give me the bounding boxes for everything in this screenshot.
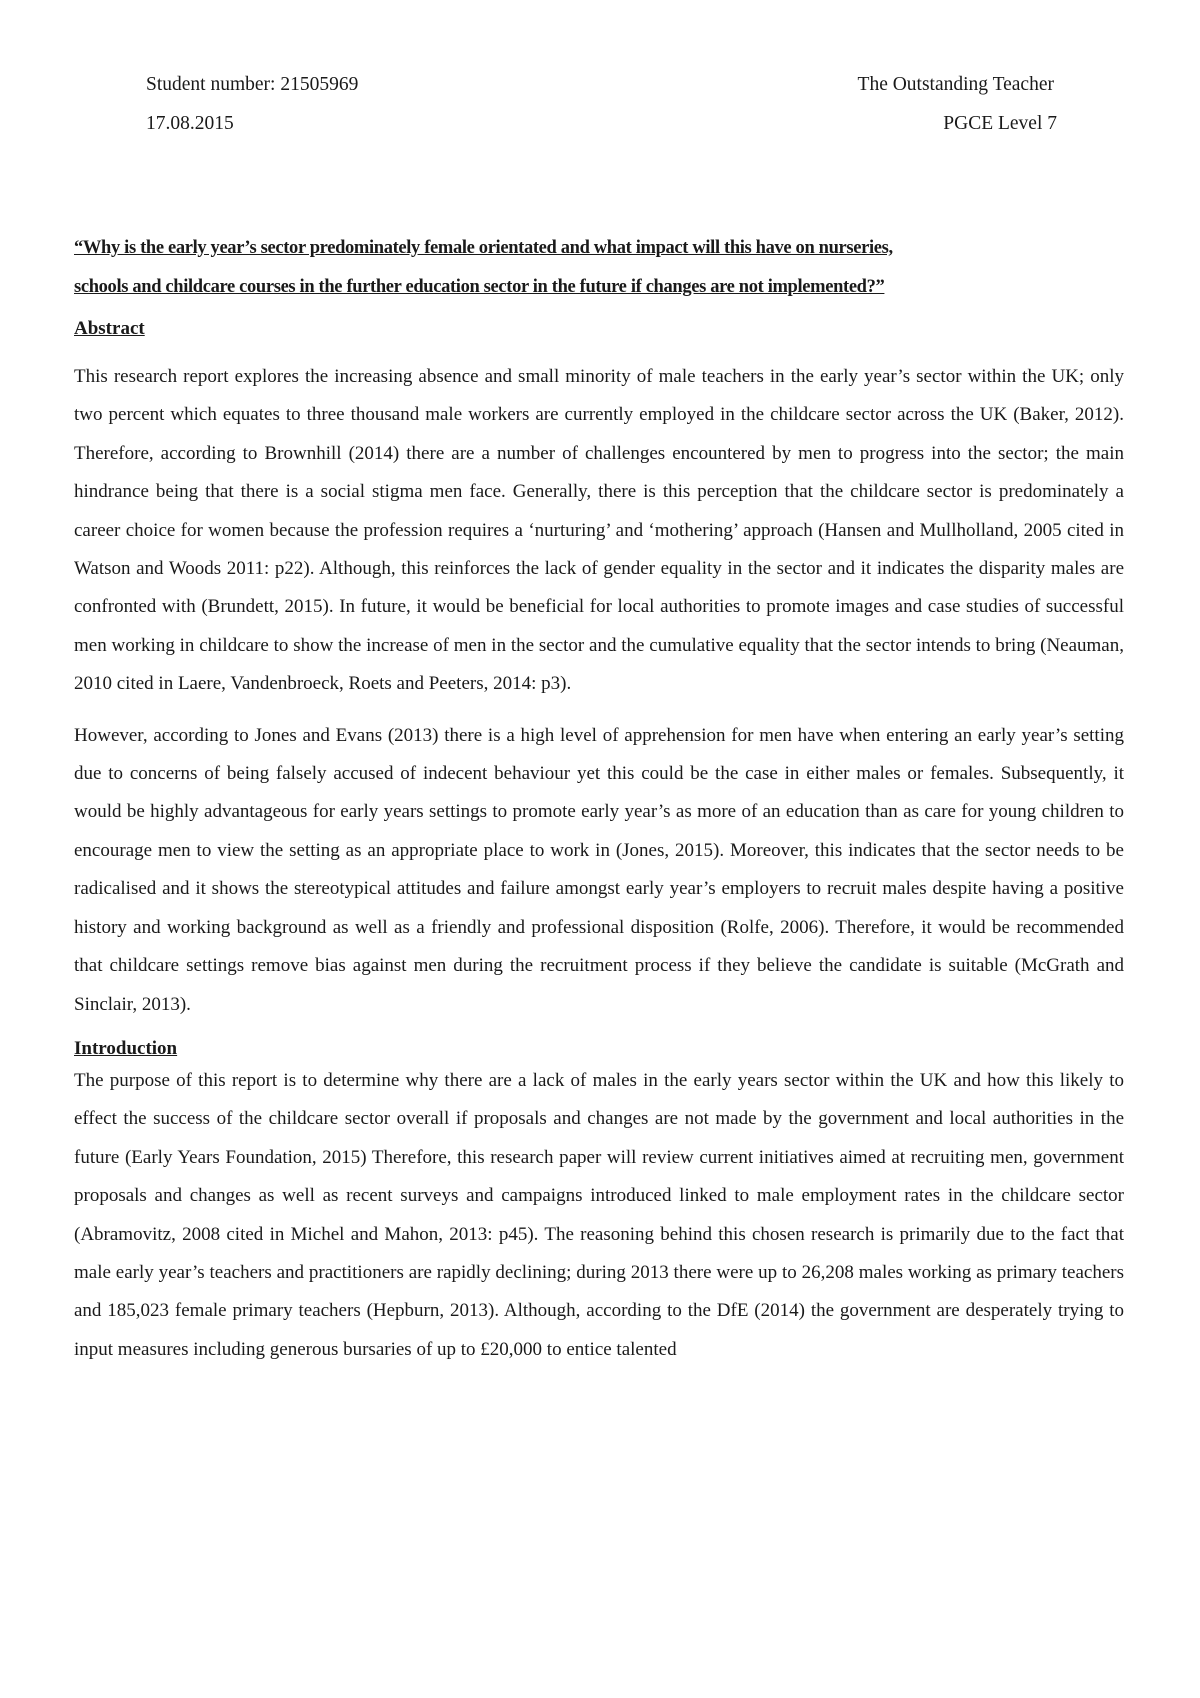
report-title	[74, 229, 1124, 306]
course-level: PGCE Level 7	[943, 113, 1057, 134]
report-title-line-2: schools and childcare courses in the further education sector in the future if changes are not implemented?”	[74, 276, 885, 297]
abstract-paragraph-2: However, according to Jones and Evans (2013) there is a high level of apprehension for men have when entering an early year’s setting due to concerns of being falsely accused of indecent behaviour yet this could be the case in either males or females. Subsequently, it would be highly advantageous for early years settings to promote early year’s as more of an education than as care for young children to encourage men to view the setting as an appropriate place to work in (Jones, 2015). Moreover, this indicates that the sector needs to be radicalised and it shows the stereotypical attitudes and failure amongst early year’s employers to recruit males despite having a positive history and working background as well as a friendly and professional disposition (Rolfe, 2006). Therefore, it would be recommended that childcare settings remove bias against men during the recruitment process if they believe the candidate is suitable (McGrath and Sinclair, 2013).	[74, 724, 1124, 1015]
student-number: Student number: 21505969	[146, 74, 359, 95]
submission-date: 17.08.2015	[146, 113, 234, 134]
assignment-title: The Outstanding Teacher	[857, 74, 1054, 95]
abstract-paragraph-1: This research report explores the increasing absence and small minority of male teachers in the early year’s sector within the UK; only two percent which equates to three thousand male workers are currently employed in the childcare sector across the UK (Baker, 2012). Therefore, according to Brownhill (2014) there are a number of challenges encountered by men to progress into the sector; the main hindrance being that there is a social stigma men face. Generally, there is this perception that the childcare sector is predominately a career choice for women because the profession requires a ‘nurturing’ and ‘mothering’ approach (Hansen and Mullholland, 2005 cited in Watson and Woods 2011: p22). Although, this reinforces the lack of gender equality in the sector and it indicates the disparity males are confronted with (Brundett, 2015). In future, it would be beneficial for local authorities to promote images and case studies of successful men working in childcare to show the increase of men in the sector and the cumulative equality that the sector intends to bring (Neauman, 2010 cited in Laere, Vandenbroeck, Roets and Peeters, 2014: p3).	[74, 366, 1124, 695]
introduction-heading: Introduction	[74, 1037, 178, 1059]
document-body	[74, 229, 1124, 1369]
report-title-line-1: “Why is the early year’s sector predominately female orientated and what impact will this have on nurseries,	[74, 238, 893, 258]
abstract-heading: Abstract	[74, 318, 145, 339]
introduction-paragraph-1: The purpose of this report is to determine why there are a lack of males in the early years sector within the UK and how this likely to effect the success of the childcare sector overall if proposals and changes are not made by the government and local authorities in the future (Early Years Foundation, 2015) Therefore, this research paper will review current initiatives aimed at recruiting men, government proposals and changes as well as recent surveys and campaigns introduced linked to male employment rates in the childcare sector (Abramovitz, 2008 cited in Michel and Mahon, 2013: p45). The reasoning behind this chosen research is primarily due to the fact that male early year’s teachers and practitioners are rapidly declining; during 2013 there were up to 26,208 males working as primary teachers and 185,023 female primary teachers (Hepburn, 2013). Although, according to the DfE (2014) the government are desperately trying to input measures including generous bursaries of up to £20,000 to entice talented	[74, 1069, 1124, 1360]
